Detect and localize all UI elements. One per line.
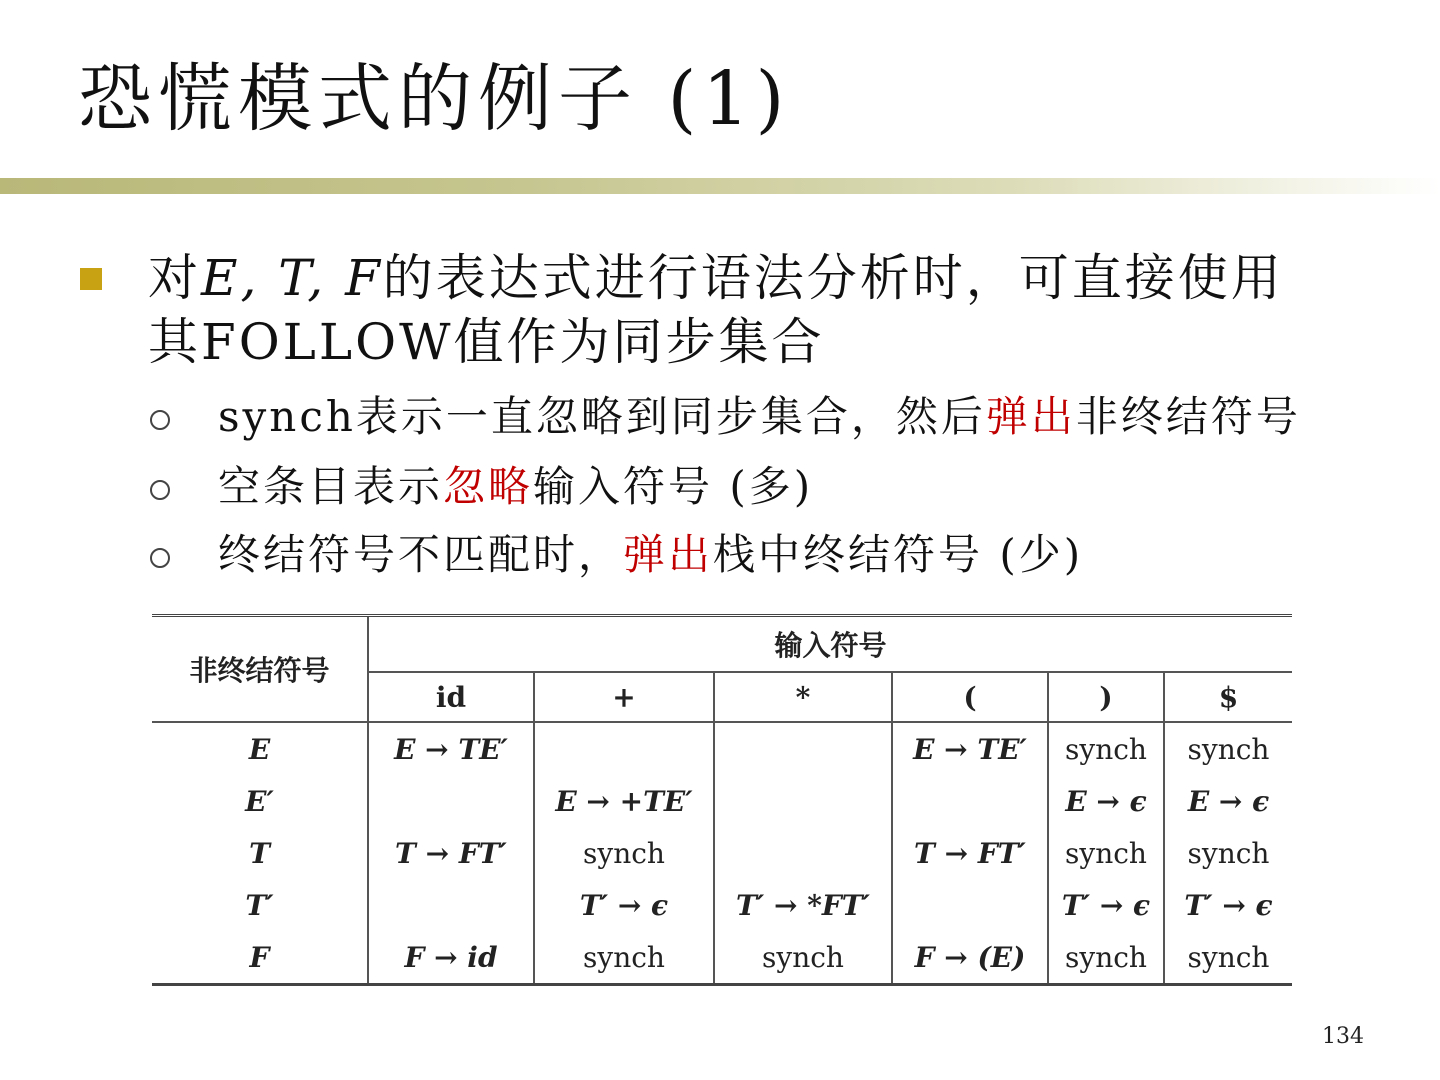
sub-text-b: 栈中终结符号 (少)	[713, 530, 1084, 579]
sub-text-a: 终结符号不匹配时，	[218, 530, 624, 579]
table-cell: E → ϵ	[1164, 775, 1292, 827]
table-cell: synch	[1164, 827, 1292, 879]
table-row	[152, 827, 1292, 879]
hollow-circle-icon	[150, 410, 170, 430]
table-cell	[534, 722, 714, 775]
column-header: +	[534, 672, 714, 722]
table-cell: T′ → ϵ	[1164, 879, 1292, 931]
table-cell: F → (E)	[892, 931, 1048, 985]
table-cell: synch	[534, 931, 714, 985]
nonterminal-cell: T′	[245, 888, 274, 922]
row-header-cell: 非终结符号	[152, 616, 368, 723]
table-cell: T′ → ϵ	[534, 879, 714, 931]
table-cell: synch	[1048, 827, 1164, 879]
table-cell: E → +TE′	[534, 775, 714, 827]
table-cell: T′ → *FT′	[714, 879, 892, 931]
sub-text-red: 弹出	[623, 530, 714, 579]
column-header: *	[714, 672, 892, 722]
bullet-rest: 的表达式进行语法分析时，可直接使用其FOLLOW值作为同步集合	[148, 249, 1284, 371]
table-cell	[368, 775, 534, 827]
column-header: id	[368, 672, 534, 722]
table-cell: synch	[714, 931, 892, 985]
table-cell	[892, 775, 1048, 827]
nonterminal-cell: E′	[245, 784, 274, 818]
bullet-square-icon	[80, 268, 102, 290]
bullet-variables: E, T, F	[201, 249, 383, 307]
title-divider	[0, 178, 1440, 194]
sub-text-b: 非终结符号	[1075, 392, 1301, 441]
nonterminal-cell: T	[249, 836, 270, 870]
table-cell: E → ϵ	[1048, 775, 1164, 827]
sub-text-red: 弹出	[985, 392, 1076, 441]
column-header: $	[1164, 672, 1292, 722]
table-row	[152, 879, 1292, 931]
hollow-circle-icon	[150, 548, 170, 568]
sub-text-red: 忽略	[443, 462, 534, 511]
column-header: (	[892, 672, 1048, 722]
table-cell	[892, 879, 1048, 931]
parsing-table	[152, 614, 1292, 990]
table-cell: synch	[1164, 931, 1292, 985]
main-bullet	[148, 246, 1328, 374]
slide-title: 恐慌模式的例子 (1)	[78, 56, 791, 142]
group-header-cell: 输入符号	[368, 616, 1292, 673]
column-header: )	[1048, 672, 1164, 722]
bullet-prefix: 对	[148, 249, 201, 307]
table-cell: T → FT′	[892, 827, 1048, 879]
table-cell: F → id	[368, 931, 534, 985]
table-cell: synch	[1164, 722, 1292, 775]
page-number: 134	[1322, 1024, 1364, 1049]
table-cell: T → FT′	[368, 827, 534, 879]
table-cell	[714, 775, 892, 827]
table-cell	[714, 827, 892, 879]
table-cell: synch	[1048, 931, 1164, 985]
table-row	[152, 722, 1292, 775]
table-cell	[714, 722, 892, 775]
table-cell: synch	[534, 827, 714, 879]
nonterminal-cell: E	[248, 732, 271, 766]
table-cell: T′ → ϵ	[1048, 879, 1164, 931]
nonterminal-cell: F	[152, 931, 368, 985]
table-cell: synch	[1048, 722, 1164, 775]
table-cell: E → TE′	[892, 722, 1048, 775]
sub-text-a: 空条目表示	[218, 462, 444, 511]
table-cell: E → TE′	[368, 722, 534, 775]
table-row	[152, 775, 1292, 827]
sub-text-b: 输入符号 (多)	[533, 462, 814, 511]
sub-text-a: synch表示一直忽略到同步集合，然后	[218, 392, 986, 441]
hollow-circle-icon	[150, 480, 170, 500]
table-cell	[368, 879, 534, 931]
table-row	[152, 931, 1292, 985]
